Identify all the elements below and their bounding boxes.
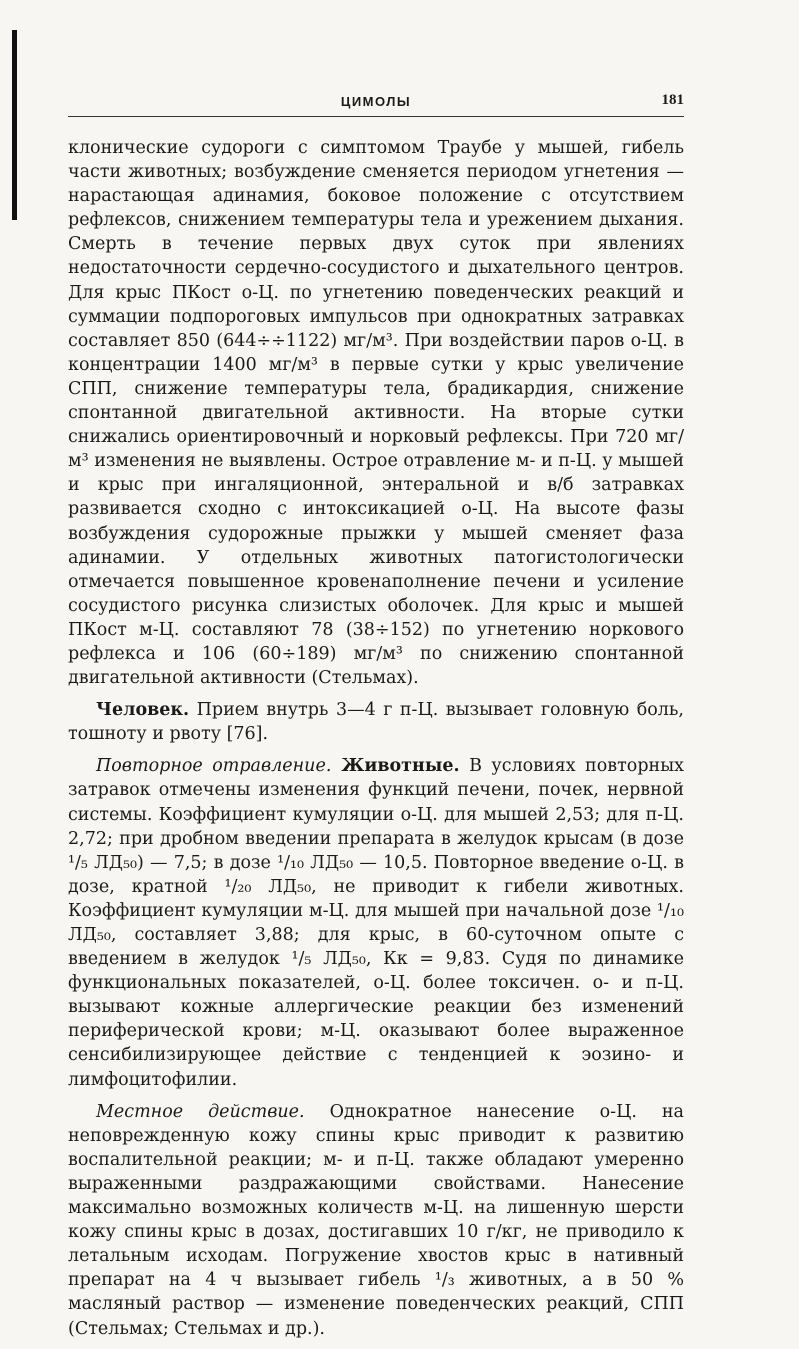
paragraph-human: [68, 698, 684, 746]
paragraph-lead: Повторное отравление.: [96, 756, 332, 777]
paragraph-text: В условиях повторных затравок отмечены изменения функций печени, почек, нервной системы. Коэффициент кумуляции о-Ц. для мышей 2,53; для п-Ц. 2,72; при дробном введении препарата в желудок крысам (в дозе ¹/₅ ЛД₅₀) — 7,5; в дозе ¹/₁₀ ЛД₅₀ — 10,5. Повторное введение о-Ц. в дозе, кратной ¹/₂₀ ЛД₅₀, не приводит к гибели животных. Коэффициент кумуляции м-Ц. для мышей при начальной дозе ¹/₁₀ ЛД₅₀, составляет 3,88; для крыс, в 60-суточном опыте с введением в желудок ¹/₅ ЛД₅₀, Кк = 9,83. Судя по динамике функциональных показателей, о-Ц. более токсичен. о- и п-Ц. вызывают кожные аллергические реакции без изменений периферической крови; м-Ц. оказывают более выраженное сенсибилизирующее действие с тенденцией к эозино- и лимфоцитофилии.: [68, 756, 684, 1090]
page-number: 181: [661, 92, 684, 108]
margin-scan-bar: [12, 30, 17, 220]
running-head: ЦИМОЛЫ: [340, 94, 412, 109]
paragraph-repeated-poisoning: [68, 754, 684, 1091]
body-text: [68, 136, 684, 1349]
paragraph-text: Прием внутрь 3—4 г п-Ц. вызывает головную боль, тошноту и рвоту [76].: [68, 700, 684, 745]
paragraph-local-action: [68, 1100, 684, 1341]
paragraph-text: Однократное нанесение о-Ц. на неповрежденную кожу спины крыс приводит к развитию воспалительной реакции; м- и п-Ц. также обладают умеренно выраженными раздражающими свойствами. Нанесение максимально возможных количеств м-Ц. на лишенную шерсти кожу спины крыс в дозах, достигавших 10 г/кг, не приводило к летальным исходам. Погружение хвостов крыс в нативный препарат на 4 ч вызывает гибель ¹/₃ животных, а в 50 % масляный раствор — изменение поведенческих реакций, СПП (Стельмах; Стельмах и др.).: [68, 1101, 684, 1339]
paragraph-lead: Местное действие.: [96, 1101, 305, 1122]
paragraph-intro: [68, 136, 684, 690]
paragraph-lead: Человек.: [96, 700, 190, 721]
paragraph-sublead: Животные.: [331, 756, 460, 777]
paragraph-text: клонические судороги с симптомом Траубе у мышей, гибель части животных; возбуждение сменяется периодом угнетения — нарастающая адинамия, боковое положение с отсутствием рефлексов, снижением температуры тела и урежением дыхания. Смерть в течение первых двух суток при явлениях недостаточности сердечно-сосудистого и дыхательного центров. Для крыс ПКост о-Ц. по угнетению поведенческих реакций и суммации подпороговых импульсов при однократных затравках составляет 850 (644÷÷1122) мг/м³. При воздействии паров о-Ц. в концентрации 1400 мг/м³ в первые сутки у крыс увеличение СПП, снижение температуры тела, брадикардия, снижение спонтанной двигательной активности. На вторые сутки снижались ориентировочный и норковый рефлексы. При 720 мг/м³ изменения не выявлены. Острое отравление м- и п-Ц. у мышей и крыс при ингаляционной, энтеральной и в/б затравках развивается сходно с интоксикацией о-Ц. На высоте фазы возбуждения судорожные прыжки у мышей сменяет фаза адинамии. У отдельных животных патогистологически отмечается повышенное кровенаполнение печени и усиление сосудистого рисунка слизистых оболочек. Для крыс и мышей ПКост м-Ц. составляют 78 (38÷152) по угнетению норкового рефлекса и 106 (60÷189) мг/м³ по снижению спонтанной двигательной активности (Стельмах).: [68, 138, 684, 689]
page-header: [68, 92, 684, 117]
